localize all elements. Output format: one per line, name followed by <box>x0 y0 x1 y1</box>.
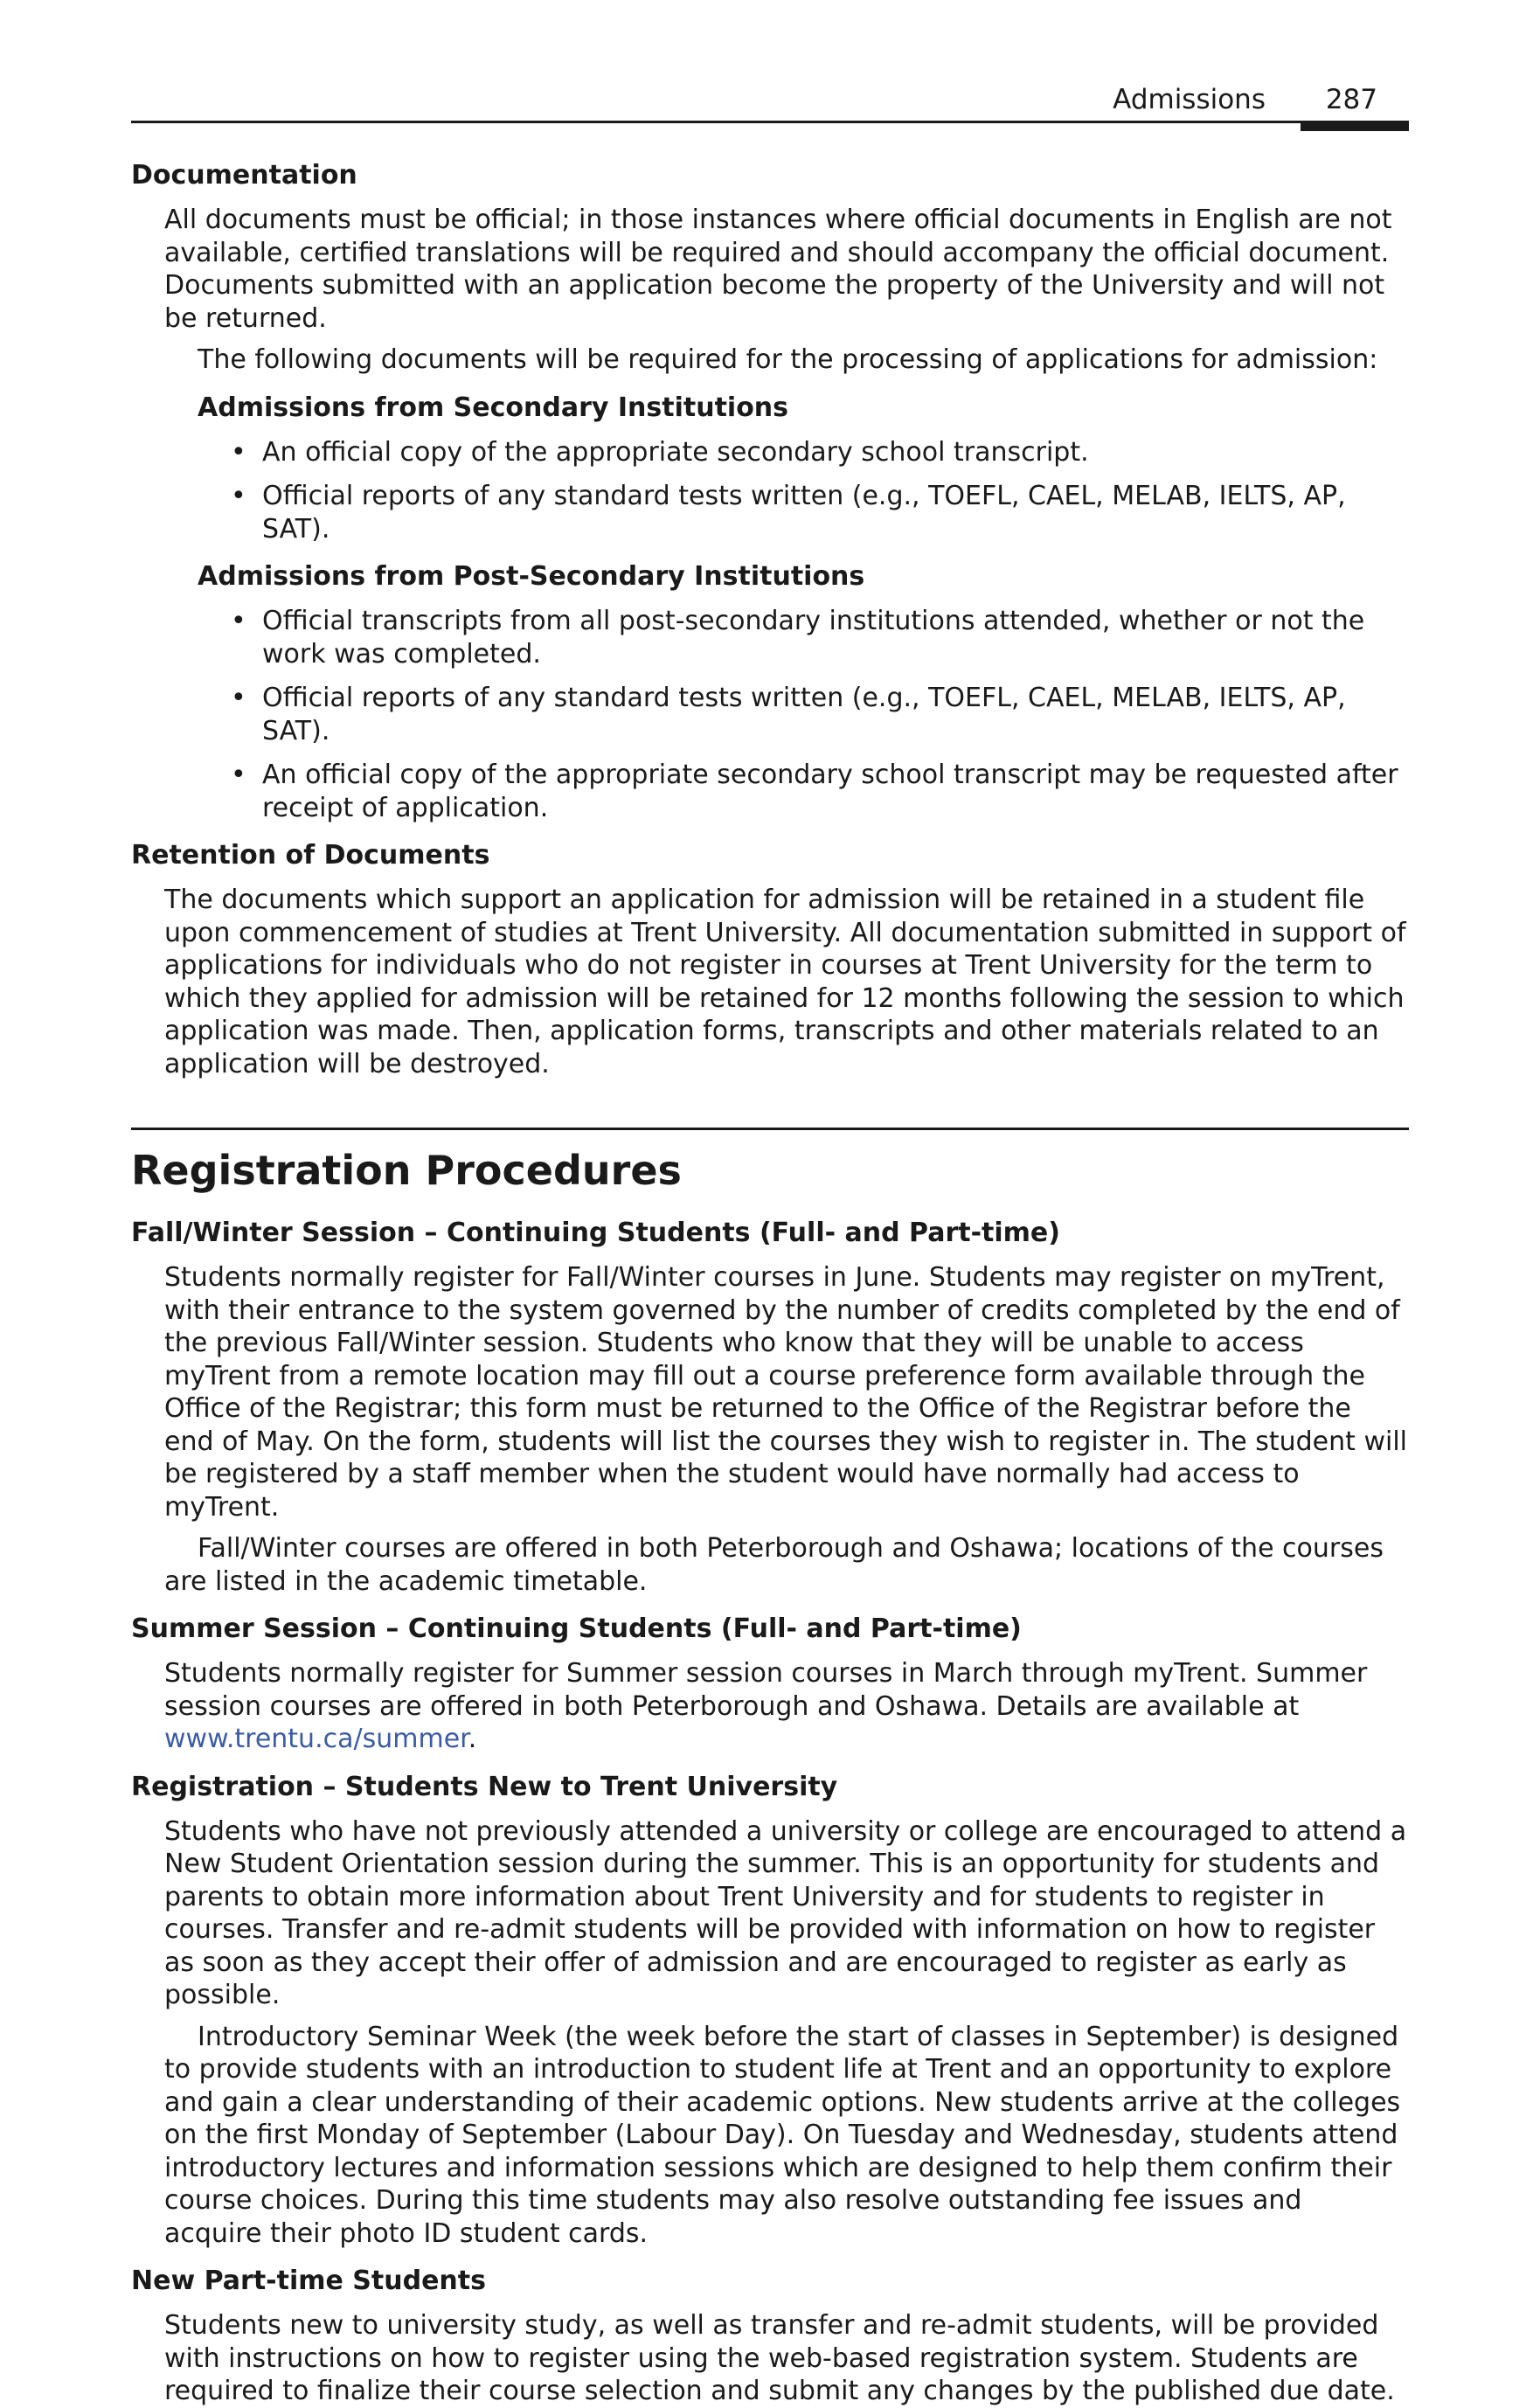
list-item: • An official copy of the appropriate secondary school transcript. <box>262 436 1409 469</box>
secondary-documents-list <box>131 436 1409 546</box>
list-item: • Official transcripts from all post-secondary institutions attended, whether or not the work was completed. <box>262 605 1409 670</box>
fall-winter-paragraph-1: Students normally register for Fall/Winter courses in June. Students may register on myTrent, with their entrance to the system governed by the number of credits completed by the end of the previous Fall/Winter session. Students who know that they will be unable to access myTrent from a remote location may fill out a course preference form available through the Office of the Registrar; this form must be returned to the Office of the Registrar before the end of May. On the form, students will list the courses they wish to register in. The student will be registered by a staff member when the student would have normally had access to myTrent. <box>164 1262 1407 1523</box>
retention-paragraph: The documents which support an application for admission will be retained in a student file upon commencement of studies at Trent University. All documentation submitted in support of applications for individuals who do not register in courses at Trent University for the term to which they applied for admission will be retained for 12 months following the session to which application was made. Then, application forms, transcripts and other materials related to an application will be destroyed. <box>164 885 1406 1079</box>
page-content <box>131 160 1409 2408</box>
documentation-heading: Documentation <box>131 160 357 191</box>
summer-text: Students normally register for Summer session courses in March through myTrent. Summer session courses are offered in both Peterborough and Oshawa. Details are available at <box>164 1658 1368 1722</box>
summer-session-heading: Summer Session – Continuing Students (Full- and Part-time) <box>131 1613 1022 1644</box>
list-item: • Official reports of any standard tests written (e.g., TOEFL, CAEL, MELAB, IELTS, AP, SAT). <box>262 480 1409 545</box>
part-time-heading: New Part-time Students <box>131 2266 486 2296</box>
post-secondary-documents-list <box>131 605 1409 824</box>
fall-winter-heading: Fall/Winter Session – Continuing Students (Full- and Part-time) <box>131 1218 1060 1248</box>
summer-text-end: . <box>468 1724 477 1754</box>
document-page <box>131 0 1409 2406</box>
documentation-paragraph: All documents must be official; in those instances where official documents in English are not available, certified translations will be required and should accompany the official document. Documents submitted with an application become the property of the University and will not be returned. <box>164 205 1392 334</box>
new-students-paragraph-1: Students who have not previously attended a university or college are encouraged to attend a New Student Orientation session during the summer. This is an opportunity for students and parents to obtain more information about Trent University and for students to register in courses. Transfer and re-admit students will be provided with information on how to register as soon as they accept their offer of admission and are encouraged to register as early as possible. <box>164 1815 1407 2010</box>
post-secondary-institutions-heading: Admissions from Post-Secondary Institutions <box>198 561 865 592</box>
new-students-paragraph-2: Introductory Seminar Week (the week before the start of classes in September) is designed to provide students with an introduction to student life at Trent and an opportunity to explore and gain a clear understanding of their academic options. New students arrive at the colleges on the first Monday of September (Labour Day). On Tuesday and Wednesday, students attend introductory lectures and information sessions which are designed to help them confirm their course choices. During this time students may also resolve outstanding fee issues and acquire their photo ID student cards. <box>164 2021 1401 2249</box>
section-title: Admissions <box>1113 84 1266 115</box>
documentation-intro-paragraph: The following documents will be required for the processing of applications for admission: <box>198 344 1378 375</box>
page-number: 287 <box>1325 84 1377 115</box>
running-header <box>131 84 1409 128</box>
registration-procedures-title: Registration Procedures <box>131 1147 682 1194</box>
section-divider <box>131 1128 1409 1130</box>
secondary-institutions-heading: Admissions from Secondary Institutions <box>198 392 789 423</box>
list-item: • Official reports of any standard tests written (e.g., TOEFL, CAEL, MELAB, IELTS, AP, SAT). <box>262 682 1409 747</box>
fall-winter-paragraph-2: Fall/Winter courses are offered in both Peterborough and Oshawa; locations of the courses are listed in the academic timetable. <box>164 1533 1384 1597</box>
part-time-paragraph: Students new to university study, as well as transfer and re-admit students, will be provided with instructions on how to register using the web-based registration system. Students are required to finalize their course selection and submit any changes by the published due date. <box>164 2310 1395 2406</box>
new-students-heading: Registration – Students New to Trent University <box>131 1771 838 1802</box>
header-tab-bar <box>1301 121 1409 131</box>
summer-link[interactable]: www.trentu.ca/summer <box>164 1724 468 1754</box>
header-rule <box>131 121 1409 123</box>
summer-session-paragraph <box>131 1657 1409 1756</box>
retention-heading: Retention of Documents <box>131 840 490 871</box>
list-item: • An official copy of the appropriate secondary school transcript may be requested after receipt of application. <box>262 759 1409 824</box>
